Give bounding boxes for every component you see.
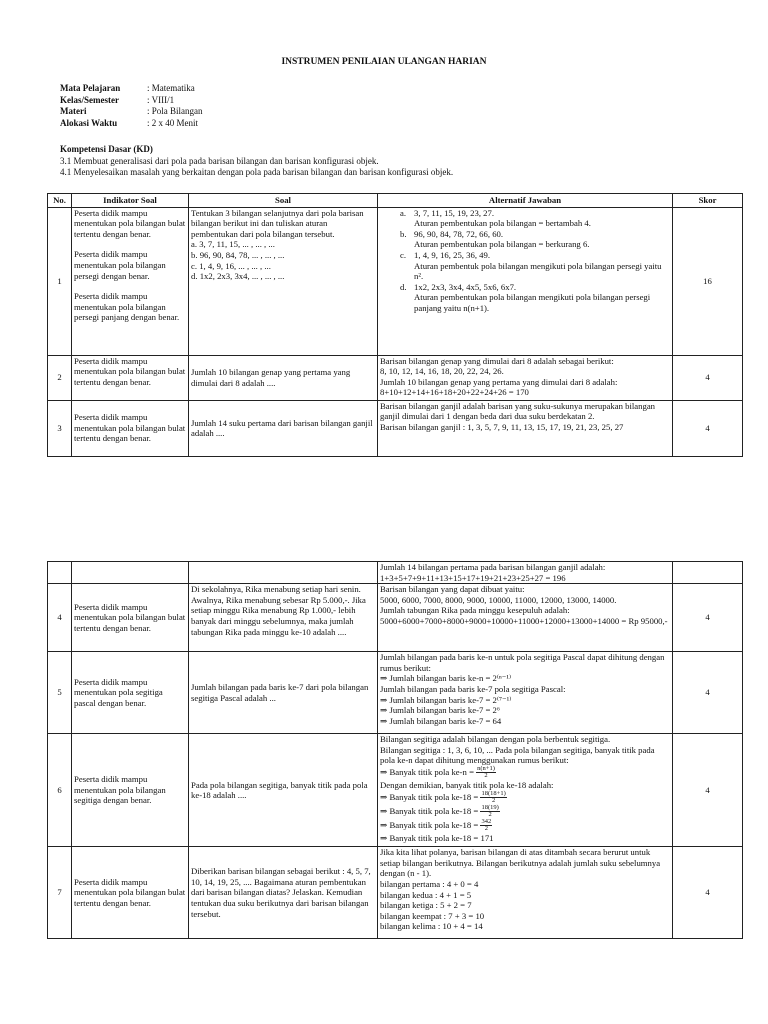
answer-letter: a.	[400, 207, 407, 218]
score-cell: 4	[673, 400, 743, 456]
assessment-table-part1	[47, 193, 743, 457]
answer-line: bilangan ketiga : 5 + 2 = 7	[380, 900, 472, 911]
table-row	[48, 584, 743, 652]
indicator-text: Peserta didik mampu menentukan pola bilangan bulat tertentu dengan benar.	[72, 400, 189, 456]
answer-line: Barisan bilangan yang dapat dibuat yaitu:	[380, 584, 525, 595]
kd-item: 4.1 Menyelesaikan masalah yang berkaitan dengan pola pada barisan bilangan dan barisan konfigurasi objek.	[60, 167, 454, 177]
answer-text: 96, 90, 84, 78, 72, 66, 60.	[414, 228, 504, 239]
meta-key: Materi	[60, 106, 87, 116]
table-row	[48, 562, 743, 584]
answer-line	[380, 791, 670, 805]
answer-line: Jumlah 14 bilangan pertama pada barisan bilangan ganjil adalah:	[380, 562, 606, 572]
indicator-text: Peserta didik mampu menentukan pola bilangan persegi panjang dengan benar.	[74, 291, 180, 323]
answer-line	[390, 250, 670, 261]
question-text: Diberikan barisan bilangan sebagai berikut : 4, 5, 7, 10, 14, 19, 25, .... Bagaimana aturan pembentukan dari barisan bilangan diatas? Jelaskan. Kemudian tentukan dua suku berikutnya dari barisan bilangan tersebut.	[189, 847, 378, 939]
fraction	[480, 791, 506, 805]
meta-value: : VIII/1	[147, 94, 175, 105]
answer-cell	[378, 734, 673, 847]
table-header-row	[48, 194, 743, 208]
table-row	[48, 400, 743, 456]
assessment-table-part2	[47, 561, 743, 939]
answer-line: bilangan pertama : 4 + 0 = 4	[380, 878, 479, 889]
table-row	[48, 652, 743, 734]
fraction-denominator: 2	[484, 825, 488, 833]
answer-line: ⇒ Jumlah bilangan baris ke-7 = 2⁽⁷⁻¹⁾	[380, 694, 512, 705]
row-number: 2	[48, 355, 72, 400]
fraction-numerator: 342	[481, 817, 492, 825]
meta-value: : Matematika	[147, 83, 195, 93]
fraction-denominator: 2	[488, 811, 492, 819]
answer-letter: c.	[400, 249, 407, 260]
empty-cell	[189, 562, 378, 584]
answer-line	[380, 819, 670, 833]
fraction	[480, 819, 492, 833]
question-text: Di sekolahnya, Rika menabung setiap hari senin. Awalnya, Rika menabung sebesar Rp 5.000,-. Jika setiap minggu Rika menabung Rp 1.000,- lebih banyak dari minggu sebelumnya, maka jumlah tabungan Rika pada minggu ke-10 adalah ....	[189, 584, 378, 652]
table-row	[48, 207, 743, 355]
kompetensi-dasar	[60, 144, 740, 179]
indicator-cell	[72, 207, 189, 355]
answer-line	[390, 229, 670, 240]
answer-rule: Aturan pembentukan pola bilangan = berkurang 6.	[414, 239, 590, 250]
meta-key: Kelas/Semester	[60, 94, 119, 105]
answer-line: ⇒ Banyak titik pola ke-18 = 171	[380, 832, 494, 843]
fraction-denominator: 2	[491, 797, 496, 805]
answer-line	[380, 766, 670, 780]
answer-line: bilangan kelima : 10 + 4 = 14	[380, 921, 483, 932]
formula-label: ⇒ Banyak titik pola ke-n =	[380, 766, 477, 777]
fraction-denominator: 2	[484, 772, 488, 780]
answer-cell	[378, 584, 673, 652]
answer-rule: Aturan pembentukan pola bilangan = bertambah 4.	[414, 218, 591, 229]
kd-item: 3.1 Membuat generalisasi dari pola pada barisan bilangan dan barisan konfigurasi objek.	[60, 155, 379, 166]
question-option: d. 1x2, 2x3, 3x4, ... , ... , ...	[191, 271, 285, 282]
fraction	[480, 805, 499, 819]
answer-cell	[378, 207, 673, 355]
score-cell: 16	[673, 207, 743, 355]
meta-row	[60, 83, 203, 95]
answer-line: ⇒ Jumlah bilangan baris ke-7 = 2⁶	[380, 705, 500, 716]
answer-letter: b.	[400, 228, 407, 239]
question-option: c. 1, 4, 9, 16, ... , ... , ...	[191, 260, 271, 271]
answer-line: Jumlah bilangan pada baris ke-n untuk pola segitiga Pascal dapat dihitung dengan rumus berikut:	[380, 652, 665, 673]
answer-cell	[378, 847, 673, 939]
header-skor: Skor	[673, 194, 743, 208]
empty-cell	[48, 562, 72, 584]
table-row	[48, 355, 743, 400]
answer-line: 5000, 6000, 7000, 8000, 9000, 10000, 11000, 12000, 13000, 14000.	[380, 594, 617, 605]
answer-line	[390, 282, 670, 293]
question-option: b. 96, 90, 84, 78, ... , ... , ...	[191, 249, 285, 260]
question-text: Jumlah bilangan pada baris ke-7 dari pola bilangan segitiga Pascal adalah ...	[189, 652, 378, 734]
question-text: Jumlah 14 suku pertama dari barisan bilangan ganjil adalah ....	[189, 400, 378, 456]
row-number: 6	[48, 734, 72, 847]
indicator-text: Peserta didik mampu menentukan pola bilangan bulat tertentu dengan benar.	[74, 207, 186, 239]
answer-cell	[378, 400, 673, 456]
answer-line: Jika kita lihat polanya, barisan bilangan di atas ditambah secara berurut untuk setiap bilangan berikutnya. Bilangan berikutnya adalah jumlah suku sebelumnya dengan (n - 1).	[380, 847, 661, 879]
answer-line: bilangan kedua : 4 + 1 = 5	[380, 889, 472, 900]
score-cell: 4	[673, 584, 743, 652]
indicator-text: Peserta didik mampu menentukan pola segitiga pascal dengan benar.	[72, 652, 189, 734]
answer-line: 8+10+12+14+16+18+20+22+24+26 = 170	[380, 387, 529, 398]
answer-line: Bilangan segitiga : 1, 3, 6, 10, ... Pada pola bilangan segitiga, banyak titik pada pola ke-n dapat dihitung menggunakan rumus berikut:	[380, 744, 655, 766]
score-cell: 4	[673, 734, 743, 847]
table-row	[48, 847, 743, 939]
question-text: Tentukan 3 bilangan selanjutnya dari pola barisan bilangan berikut ini dan tuliskan aturan pembentukan dari pola bilangan tersebut.	[191, 207, 364, 239]
kd-heading: Kompetensi Dasar (KD)	[60, 144, 153, 154]
row-number: 4	[48, 584, 72, 652]
meta-row	[60, 95, 203, 107]
empty-cell	[673, 562, 743, 584]
row-number: 3	[48, 400, 72, 456]
header-soal: Soal	[189, 194, 378, 208]
empty-cell	[72, 562, 189, 584]
fraction-numerator: 18(19)	[481, 803, 499, 811]
indicator-text: Peserta didik mampu menentukan pola bilangan segitiga dengan benar.	[72, 734, 189, 847]
answer-line: 5000+6000+7000+8000+9000+10000+11000+12000+13000+14000 = Rp 95000,-	[380, 615, 668, 626]
row-number: 7	[48, 847, 72, 939]
answer-line: Dengan demikian, banyak titik pola ke-18 adalah:	[380, 779, 554, 790]
answer-line: Jumlah bilangan pada baris ke-7 pola segitiga Pascal:	[380, 683, 566, 694]
answer-line: ⇒ Jumlah bilangan baris ke-7 = 64	[380, 715, 502, 726]
fraction-numerator: 18(18+1)	[481, 789, 506, 797]
header-no: No.	[48, 194, 72, 208]
answer-line: Barisan bilangan ganjil : 1, 3, 5, 7, 9, 11, 13, 15, 17, 19, 21, 23, 25, 27	[380, 421, 624, 432]
answer-line: 1+3+5+7+9+11+13+15+17+19+21+23+25+27 = 196	[380, 572, 566, 583]
answer-line: 8, 10, 12, 14, 16, 18, 20, 22, 24, 26.	[380, 366, 504, 377]
score-cell: 4	[673, 652, 743, 734]
question-option: a. 3, 7, 11, 15, ... , ... , ...	[191, 239, 275, 250]
indicator-text: Peserta didik mampu menentukan pola bilangan bulat tertentu dengan benar.	[72, 847, 189, 939]
meta-info	[60, 83, 203, 129]
question-text: Pada pola bilangan segitiga, banyak titik pada pola ke-18 adalah ....	[189, 734, 378, 847]
meta-key: Alokasi Waktu	[60, 117, 118, 128]
answer-line: Barisan bilangan ganjil adalah barisan yang suku-sukunya merupakan bilangan ganjil dimulai dari 1 dengan beda dari dua suku berdekatan 2.	[380, 400, 656, 422]
row-number: 5	[48, 652, 72, 734]
page-title: INSTRUMEN PENILAIAN ULANGAN HARIAN	[281, 57, 487, 67]
formula-label: ⇒ Banyak titik pola ke-18 =	[380, 819, 481, 830]
answer-cell	[378, 652, 673, 734]
answer-rule: Aturan pembentuk pola bilangan mengikuti pola bilangan persegi yaitu n².	[414, 260, 662, 282]
answer-line: Jumlah 10 bilangan genap yang pertama yang dimulai dari 8 adalah:	[380, 376, 618, 387]
answer-text: 3, 7, 11, 15, 19, 23, 27.	[414, 207, 495, 218]
answer-text: 1x2, 2x3, 3x4, 4x5, 5x6, 6x7.	[414, 281, 517, 292]
fraction-numerator: n(n+1)	[477, 764, 495, 772]
answer-rule: Aturan pembentukan pola bilangan mengikuti pola bilangan persegi panjang yaitu n(n+1).	[414, 292, 651, 313]
score-cell: 4	[673, 355, 743, 400]
formula-label: ⇒ Banyak titik pola ke-18 =	[380, 791, 481, 802]
meta-value: : Pola Bilangan	[147, 106, 203, 116]
meta-row	[60, 118, 203, 130]
answer-line	[390, 208, 670, 219]
indicator-text: Peserta didik mampu menentukan pola bilangan bulat tertentu dengan benar.	[72, 584, 189, 652]
answer-line	[380, 805, 670, 819]
question-cell	[189, 207, 378, 355]
answer-cell	[378, 355, 673, 400]
meta-row	[60, 106, 203, 118]
table-row	[48, 734, 743, 847]
answer-line: Barisan bilangan genap yang dimulai dari 8 adalah sebagai berikut:	[380, 355, 614, 366]
answer-line: bilangan keempat : 7 + 3 = 10	[380, 910, 485, 921]
answer-line: Bilangan segitiga adalah bilangan dengan pola berbentuk segitiga.	[380, 734, 611, 745]
header-jawaban: Alternatif Jawaban	[378, 194, 673, 208]
indicator-text: Peserta didik mampu menentukan pola bilangan persegi dengan benar.	[74, 249, 166, 281]
answer-cell	[378, 562, 673, 584]
indicator-text: Peserta didik mampu menentukan pola bilangan bulat tertentu dengan benar.	[72, 355, 189, 400]
row-number: 1	[48, 207, 72, 355]
score-cell: 4	[673, 847, 743, 939]
answer-letter: d.	[400, 281, 407, 292]
answer-line: ⇒ Jumlah bilangan baris ke-n = 2⁽ⁿ⁻¹⁾	[380, 673, 512, 684]
header-indikator: Indikator Soal	[72, 194, 189, 208]
meta-key: Mata Pelajaran	[60, 83, 121, 93]
answer-text: 1, 4, 9, 16, 25, 36, 49.	[414, 249, 491, 260]
fraction	[476, 766, 496, 780]
question-text: Jumlah 10 bilangan genap yang pertama yang dimulai dari 8 adalah ....	[189, 355, 378, 400]
meta-value: : 2 x 40 Menit	[147, 117, 198, 128]
formula-label: ⇒ Banyak titik pola ke-18 =	[380, 805, 481, 816]
answer-line: Jumlah tabungan Rika pada minggu kesepuluh adalah:	[380, 605, 570, 616]
